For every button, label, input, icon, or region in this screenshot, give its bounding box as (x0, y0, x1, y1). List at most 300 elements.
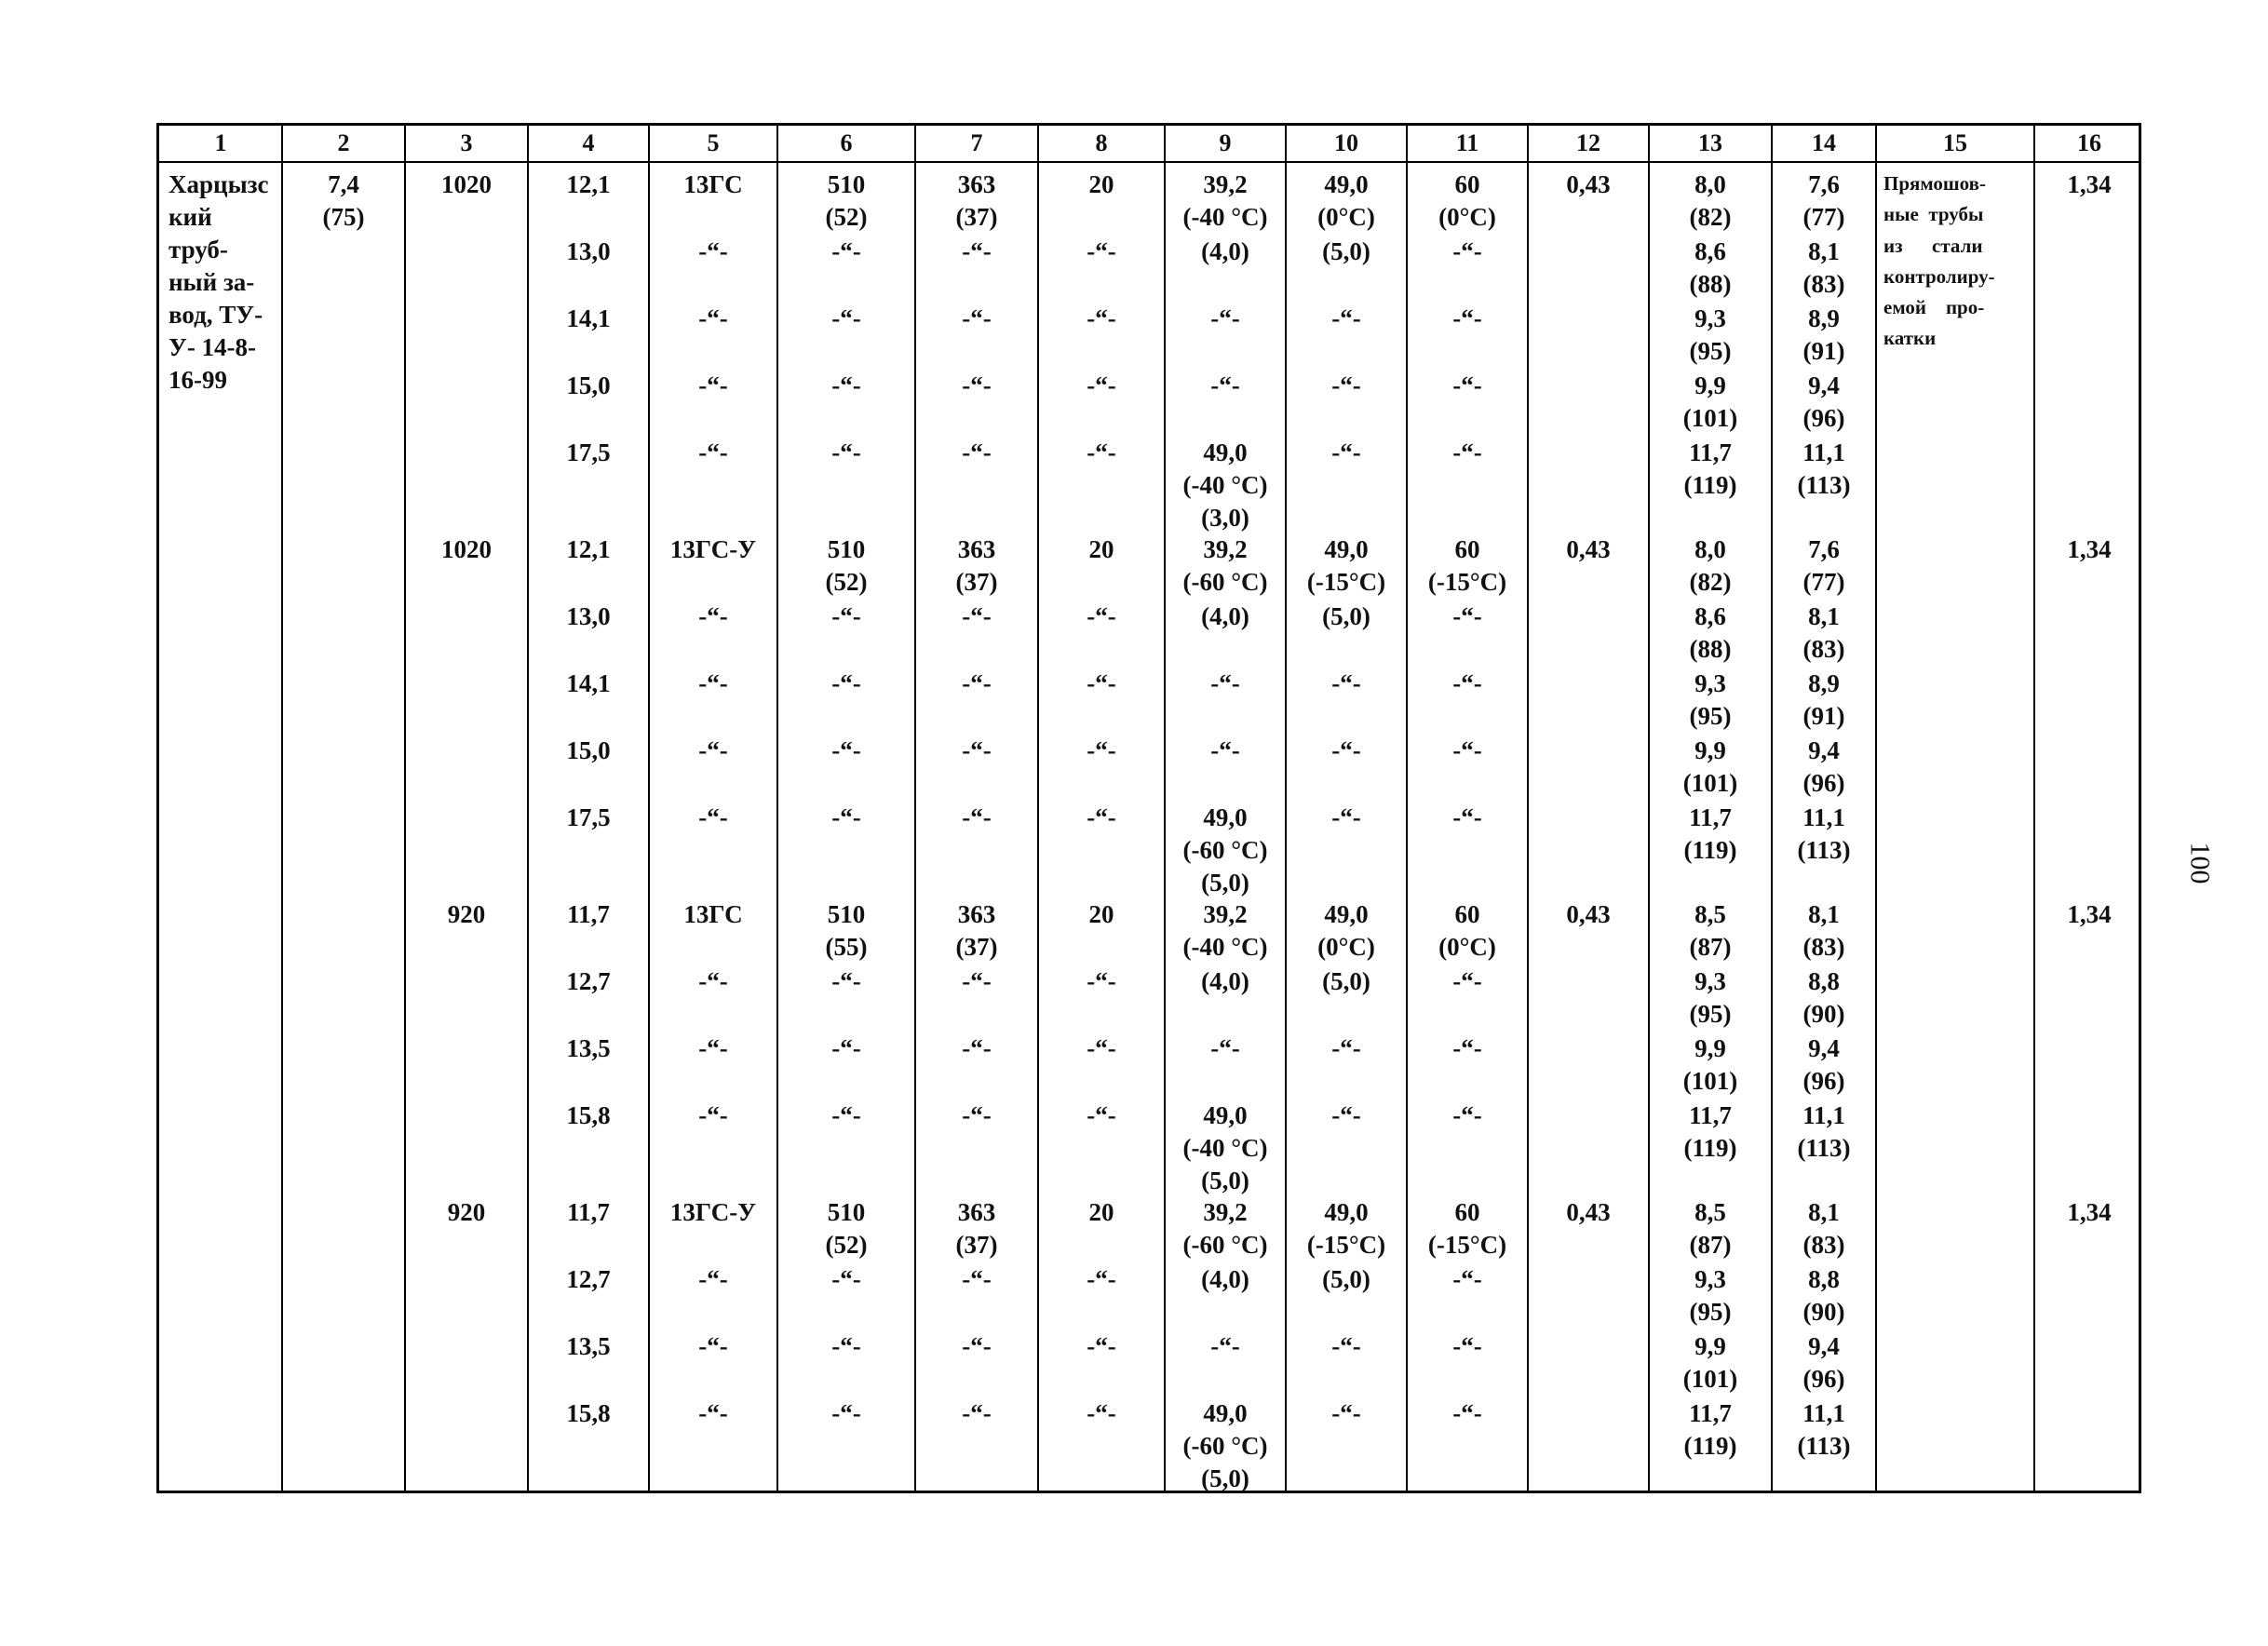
tensile-strength: -“- (831, 967, 861, 995)
shear-area: -“- (1452, 1265, 1482, 1293)
wall-thickness: 12,1 (566, 170, 611, 198)
impact-value-2: -“- (1331, 669, 1361, 697)
work-pressure: (90) (1802, 1000, 1845, 1028)
yield-strength: 363 (957, 535, 996, 563)
column-divider (648, 126, 650, 1491)
shear-area: (0°C) (1438, 933, 1496, 961)
work-pressure: (96) (1802, 1365, 1845, 1393)
impact-value: 39,2 (1203, 170, 1248, 198)
tensile-strength: 510 (827, 1198, 866, 1226)
work-pressure: 8,8 (1808, 967, 1840, 995)
tensile-strength: -“- (831, 1101, 861, 1129)
test-pressure: (95) (1689, 702, 1732, 730)
impact-value: (4,0) (1201, 602, 1249, 630)
work-pressure: 9,4 (1808, 1034, 1840, 1062)
yield-strength: (37) (955, 1231, 998, 1259)
impact-value: (5,0) (1201, 1167, 1249, 1194)
column-number-header: 15 (1943, 129, 1967, 156)
column-divider (1037, 126, 1039, 1491)
yield-strength: -“- (962, 602, 992, 630)
yield-strength: -“- (962, 371, 992, 399)
impact-value: (-40 °C) (1182, 1134, 1268, 1162)
yield-strength: -“- (962, 736, 992, 764)
work-pressure: (91) (1802, 337, 1845, 365)
test-pressure: (82) (1689, 568, 1732, 596)
steel-grade: -“- (698, 1265, 728, 1293)
impact-value: (3,0) (1201, 504, 1249, 532)
ditto-mark: -“- (1087, 669, 1116, 697)
wall-thickness: 12,1 (566, 535, 611, 563)
impact-value: 49,0 (1203, 1399, 1248, 1427)
impact-value: (-60 °C) (1182, 1432, 1268, 1460)
test-pressure: (101) (1682, 1365, 1738, 1393)
impact-value-2: -“- (1331, 803, 1361, 831)
column-number-header: 12 (1576, 129, 1600, 156)
yield-strength: -“- (962, 237, 992, 265)
test-pressure: 9,9 (1694, 1332, 1726, 1360)
steel-grade: -“- (698, 736, 728, 764)
test-pressure: 8,5 (1694, 900, 1726, 928)
steel-grade: -“- (698, 602, 728, 630)
test-pressure: 11,7 (1689, 1399, 1732, 1427)
test-pressure: 8,5 (1694, 1198, 1726, 1226)
tensile-strength: (52) (825, 568, 868, 596)
ditto-mark: 20 (1088, 535, 1114, 563)
manufacturer-text: У- 14-8- (169, 333, 257, 361)
test-pressure: 8,6 (1694, 602, 1726, 630)
column-divider (776, 126, 778, 1491)
column-number-header: 16 (2077, 129, 2101, 156)
steel-grade: -“- (698, 967, 728, 995)
shear-area: -“- (1452, 237, 1482, 265)
pipe-note-text: контролиру- (1883, 264, 1995, 288)
work-pressure: (96) (1802, 1067, 1845, 1095)
impact-value: -“- (1210, 669, 1240, 697)
impact-value: (-60 °C) (1182, 568, 1268, 596)
impact-value-2: (5,0) (1322, 1265, 1370, 1293)
pipe-note-text: катки (1883, 327, 1937, 350)
impact-value-2: 49,0 (1324, 535, 1369, 563)
steel-grade: 13ГС-У (669, 535, 757, 563)
shear-area: -“- (1452, 304, 1482, 332)
manufacturer-text: вод, ТУ- (169, 301, 263, 329)
tensile-strength: -“- (831, 438, 861, 466)
yield-strength: -“- (962, 1034, 992, 1062)
impact-value: 49,0 (1203, 803, 1248, 831)
pipe-note-text: емой про- (1883, 296, 1985, 318)
steel-grade: 13ГС (683, 900, 743, 928)
impact-value: (4,0) (1201, 237, 1249, 265)
column-divider (1875, 126, 1877, 1491)
impact-value: (4,0) (1201, 967, 1249, 995)
pressure-value: (75) (322, 203, 365, 231)
shear-area: 60 (1454, 1198, 1480, 1226)
ditto-mark: -“- (1087, 1399, 1116, 1427)
work-pressure: 8,9 (1808, 304, 1840, 332)
col12-value: 0,43 (1566, 1198, 1611, 1226)
test-pressure: (101) (1682, 769, 1738, 797)
column-number-header: 9 (1219, 129, 1232, 156)
column-number-header: 8 (1095, 129, 1108, 156)
test-pressure: (87) (1689, 933, 1732, 961)
test-pressure: 9,9 (1694, 1034, 1726, 1062)
tensile-strength: -“- (831, 602, 861, 630)
pipe-note-text: Прямошов- (1883, 172, 1986, 195)
test-pressure: (119) (1683, 836, 1737, 864)
impact-value-2: (-15°C) (1306, 568, 1386, 596)
shear-area: -“- (1452, 669, 1482, 697)
ditto-mark: -“- (1087, 438, 1116, 466)
impact-value-2: (5,0) (1322, 967, 1370, 995)
work-pressure: (77) (1802, 203, 1845, 231)
work-pressure: 9,4 (1808, 736, 1840, 764)
test-pressure: 9,9 (1694, 736, 1726, 764)
tensile-strength: -“- (831, 803, 861, 831)
wall-thickness: 14,1 (566, 669, 611, 697)
col16-value: 1,34 (2067, 900, 2112, 928)
wall-thickness: 13,5 (566, 1034, 611, 1062)
test-pressure: 8,0 (1694, 170, 1726, 198)
yield-strength: -“- (962, 1399, 992, 1427)
test-pressure: 11,7 (1689, 803, 1732, 831)
column-divider (1648, 126, 1650, 1491)
shear-area: -“- (1452, 1399, 1482, 1427)
test-pressure: (119) (1683, 471, 1737, 499)
column-number-header: 10 (1334, 129, 1358, 156)
shear-area: -“- (1452, 1034, 1482, 1062)
work-pressure: 8,1 (1808, 1198, 1840, 1226)
impact-value: -“- (1210, 371, 1240, 399)
tensile-strength: -“- (831, 1332, 861, 1360)
pipe-diameter: 920 (447, 900, 486, 928)
work-pressure: (113) (1797, 471, 1851, 499)
yield-strength: -“- (962, 967, 992, 995)
test-pressure: (95) (1689, 1000, 1732, 1028)
col16-value: 1,34 (2067, 170, 2112, 198)
document-sheet (156, 123, 2141, 1493)
column-divider (1164, 126, 1166, 1491)
steel-grade: 13ГС-У (669, 1198, 757, 1226)
impact-value-2: -“- (1331, 438, 1361, 466)
impact-value-2: (5,0) (1322, 237, 1370, 265)
column-number-header: 13 (1698, 129, 1722, 156)
test-pressure: 9,3 (1694, 967, 1726, 995)
pipe-diameter: 920 (447, 1198, 486, 1226)
manufacturer-text: кий (169, 203, 212, 231)
ditto-mark: -“- (1087, 1265, 1116, 1293)
tensile-strength: -“- (831, 371, 861, 399)
impact-value-2: -“- (1331, 304, 1361, 332)
work-pressure: (113) (1797, 836, 1851, 864)
impact-value: (5,0) (1201, 869, 1249, 897)
manufacturer-text: 16-99 (169, 366, 227, 394)
work-pressure: (113) (1797, 1432, 1851, 1460)
column-divider (527, 126, 529, 1491)
header-divider (159, 161, 2139, 163)
test-pressure: 8,0 (1694, 535, 1726, 563)
tensile-strength: (52) (825, 203, 868, 231)
tensile-strength: 510 (827, 900, 866, 928)
shear-area: -“- (1452, 967, 1482, 995)
column-number-header: 2 (337, 129, 350, 156)
work-pressure: 11,1 (1802, 438, 1845, 466)
test-pressure: (119) (1683, 1432, 1737, 1460)
test-pressure: (82) (1689, 203, 1732, 231)
column-number-header: 5 (707, 129, 720, 156)
impact-value-2: -“- (1331, 1399, 1361, 1427)
yield-strength: (37) (955, 203, 998, 231)
work-pressure: 9,4 (1808, 371, 1840, 399)
wall-thickness: 12,7 (566, 967, 611, 995)
steel-grade: -“- (698, 304, 728, 332)
shear-area: -“- (1452, 736, 1482, 764)
tensile-strength: 510 (827, 170, 866, 198)
work-pressure: (96) (1802, 404, 1845, 432)
column-number-header: 6 (840, 129, 853, 156)
impact-value: (-40 °C) (1182, 471, 1268, 499)
column-number-header: 7 (970, 129, 983, 156)
impact-value: 49,0 (1203, 1101, 1248, 1129)
tensile-strength: -“- (831, 1034, 861, 1062)
impact-value: (4,0) (1201, 1265, 1249, 1293)
impact-value-2: (-15°C) (1306, 1231, 1386, 1259)
test-pressure: 8,6 (1694, 237, 1726, 265)
tensile-strength: -“- (831, 736, 861, 764)
ditto-mark: 20 (1088, 170, 1114, 198)
work-pressure: (83) (1802, 635, 1845, 663)
tensile-strength: (55) (825, 933, 868, 961)
test-pressure: (119) (1683, 1134, 1737, 1162)
column-divider (1771, 126, 1773, 1491)
steel-grade: 13ГС (683, 170, 743, 198)
ditto-mark: 20 (1088, 900, 1114, 928)
work-pressure: 8,9 (1808, 669, 1840, 697)
work-pressure: (96) (1802, 769, 1845, 797)
impact-value: 39,2 (1203, 535, 1248, 563)
impact-value-2: -“- (1331, 1101, 1361, 1129)
shear-area: -“- (1452, 371, 1482, 399)
test-pressure: (95) (1689, 337, 1732, 365)
yield-strength: 363 (957, 170, 996, 198)
shear-area: -“- (1452, 602, 1482, 630)
test-pressure: (95) (1689, 1298, 1732, 1326)
tensile-strength: -“- (831, 304, 861, 332)
column-number-header: 11 (1455, 129, 1479, 156)
pipe-spec-table (156, 123, 2141, 1493)
tensile-strength: -“- (831, 237, 861, 265)
manufacturer-text: ный за- (169, 268, 255, 296)
work-pressure: (113) (1797, 1134, 1851, 1162)
yield-strength: -“- (962, 669, 992, 697)
steel-grade: -“- (698, 1034, 728, 1062)
work-pressure: 9,4 (1808, 1332, 1840, 1360)
steel-grade: -“- (698, 1332, 728, 1360)
impact-value-2: (0°C) (1317, 933, 1375, 961)
ditto-mark: -“- (1087, 371, 1116, 399)
shear-area: 60 (1454, 535, 1480, 563)
impact-value: (-40 °C) (1182, 933, 1268, 961)
impact-value: -“- (1210, 1034, 1240, 1062)
work-pressure: (90) (1802, 1298, 1845, 1326)
impact-value: 49,0 (1203, 438, 1248, 466)
yield-strength: 363 (957, 900, 996, 928)
shear-area: (-15°C) (1427, 1231, 1507, 1259)
work-pressure: 8,1 (1808, 237, 1840, 265)
ditto-mark: -“- (1087, 1332, 1116, 1360)
ditto-mark: -“- (1087, 967, 1116, 995)
column-number-header: 4 (582, 129, 595, 156)
shear-area: -“- (1452, 1332, 1482, 1360)
yield-strength: -“- (962, 803, 992, 831)
pipe-note-text: из стали (1883, 234, 1983, 257)
wall-thickness: 15,8 (566, 1101, 611, 1129)
test-pressure: 9,3 (1694, 1265, 1726, 1293)
column-divider (2033, 126, 2035, 1491)
impact-value: 39,2 (1203, 900, 1248, 928)
work-pressure: 11,1 (1802, 1101, 1845, 1129)
manufacturer-text: труб- (169, 236, 228, 263)
pipe-note-text: ные трубы (1883, 203, 1984, 226)
impact-value: 39,2 (1203, 1198, 1248, 1226)
page-number: 100 (2184, 842, 2216, 884)
steel-grade: -“- (698, 803, 728, 831)
wall-thickness: 17,5 (566, 803, 611, 831)
shear-area: (-15°C) (1427, 568, 1507, 596)
ditto-mark: -“- (1087, 736, 1116, 764)
ditto-mark: -“- (1087, 1034, 1116, 1062)
pipe-diameter: 1020 (441, 535, 492, 563)
col16-value: 1,34 (2067, 1198, 2112, 1226)
steel-grade: -“- (698, 1399, 728, 1427)
work-pressure: (83) (1802, 933, 1845, 961)
wall-thickness: 13,0 (566, 602, 611, 630)
col12-value: 0,43 (1566, 535, 1611, 563)
column-divider (914, 126, 916, 1491)
ditto-mark: -“- (1087, 304, 1116, 332)
test-pressure: (87) (1689, 1231, 1732, 1259)
impact-value-2: (0°C) (1317, 203, 1375, 231)
ditto-mark: -“- (1087, 1101, 1116, 1129)
work-pressure: 11,1 (1802, 1399, 1845, 1427)
shear-area: (0°C) (1438, 203, 1496, 231)
wall-thickness: 13,5 (566, 1332, 611, 1360)
yield-strength: -“- (962, 1332, 992, 1360)
tensile-strength: (52) (825, 1231, 868, 1259)
test-pressure: 11,7 (1689, 1101, 1732, 1129)
work-pressure: (83) (1802, 270, 1845, 298)
test-pressure: (101) (1682, 404, 1738, 432)
shear-area: 60 (1454, 170, 1480, 198)
impact-value-2: -“- (1331, 1332, 1361, 1360)
tensile-strength: 510 (827, 535, 866, 563)
column-divider (1285, 126, 1287, 1491)
impact-value-2: 49,0 (1324, 900, 1369, 928)
impact-value-2: 49,0 (1324, 1198, 1369, 1226)
col12-value: 0,43 (1566, 900, 1611, 928)
tensile-strength: -“- (831, 1399, 861, 1427)
work-pressure: 11,1 (1802, 803, 1845, 831)
ditto-mark: -“- (1087, 602, 1116, 630)
impact-value-2: -“- (1331, 371, 1361, 399)
wall-thickness: 15,0 (566, 371, 611, 399)
impact-value-2: (5,0) (1322, 602, 1370, 630)
work-pressure: 8,1 (1808, 602, 1840, 630)
impact-value: (-40 °C) (1182, 203, 1268, 231)
pressure-value: 7,4 (328, 170, 359, 198)
test-pressure: 11,7 (1689, 438, 1732, 466)
work-pressure: (83) (1802, 1231, 1845, 1259)
column-number-header: 14 (1812, 129, 1836, 156)
pipe-diameter: 1020 (441, 170, 492, 198)
impact-value: (-60 °C) (1182, 1231, 1268, 1259)
column-divider (1527, 126, 1529, 1491)
yield-strength: -“- (962, 1101, 992, 1129)
wall-thickness: 11,7 (567, 900, 610, 928)
steel-grade: -“- (698, 438, 728, 466)
impact-value: -“- (1210, 304, 1240, 332)
steel-grade: -“- (698, 237, 728, 265)
ditto-mark: -“- (1087, 237, 1116, 265)
yield-strength: -“- (962, 1265, 992, 1293)
column-divider (1406, 126, 1408, 1491)
wall-thickness: 15,0 (566, 736, 611, 764)
work-pressure: 7,6 (1808, 170, 1840, 198)
work-pressure: (77) (1802, 568, 1845, 596)
shear-area: -“- (1452, 803, 1482, 831)
wall-thickness: 11,7 (567, 1198, 610, 1226)
impact-value: -“- (1210, 1332, 1240, 1360)
test-pressure: 9,3 (1694, 669, 1726, 697)
ditto-mark: -“- (1087, 803, 1116, 831)
column-number-header: 1 (214, 129, 227, 156)
impact-value-2: -“- (1331, 1034, 1361, 1062)
yield-strength: 363 (957, 1198, 996, 1226)
col12-value: 0,43 (1566, 170, 1611, 198)
yield-strength: -“- (962, 438, 992, 466)
ditto-mark: 20 (1088, 1198, 1114, 1226)
impact-value: -“- (1210, 736, 1240, 764)
wall-thickness: 15,8 (566, 1399, 611, 1427)
test-pressure: (88) (1689, 635, 1732, 663)
tensile-strength: -“- (831, 669, 861, 697)
col16-value: 1,34 (2067, 535, 2112, 563)
work-pressure: 8,8 (1808, 1265, 1840, 1293)
impact-value: (5,0) (1201, 1464, 1249, 1492)
tensile-strength: -“- (831, 1265, 861, 1293)
yield-strength: (37) (955, 568, 998, 596)
wall-thickness: 13,0 (566, 237, 611, 265)
shear-area: 60 (1454, 900, 1480, 928)
column-divider (281, 126, 283, 1491)
impact-value: (-60 °C) (1182, 836, 1268, 864)
work-pressure: 7,6 (1808, 535, 1840, 563)
test-pressure: 9,3 (1694, 304, 1726, 332)
impact-value-2: 49,0 (1324, 170, 1369, 198)
test-pressure: (101) (1682, 1067, 1738, 1095)
test-pressure: 9,9 (1694, 371, 1726, 399)
wall-thickness: 12,7 (566, 1265, 611, 1293)
work-pressure: (91) (1802, 702, 1845, 730)
shear-area: -“- (1452, 438, 1482, 466)
steel-grade: -“- (698, 669, 728, 697)
steel-grade: -“- (698, 371, 728, 399)
yield-strength: -“- (962, 304, 992, 332)
steel-grade: -“- (698, 1101, 728, 1129)
wall-thickness: 17,5 (566, 438, 611, 466)
column-divider (404, 126, 406, 1491)
column-number-header: 3 (460, 129, 473, 156)
shear-area: -“- (1452, 1101, 1482, 1129)
